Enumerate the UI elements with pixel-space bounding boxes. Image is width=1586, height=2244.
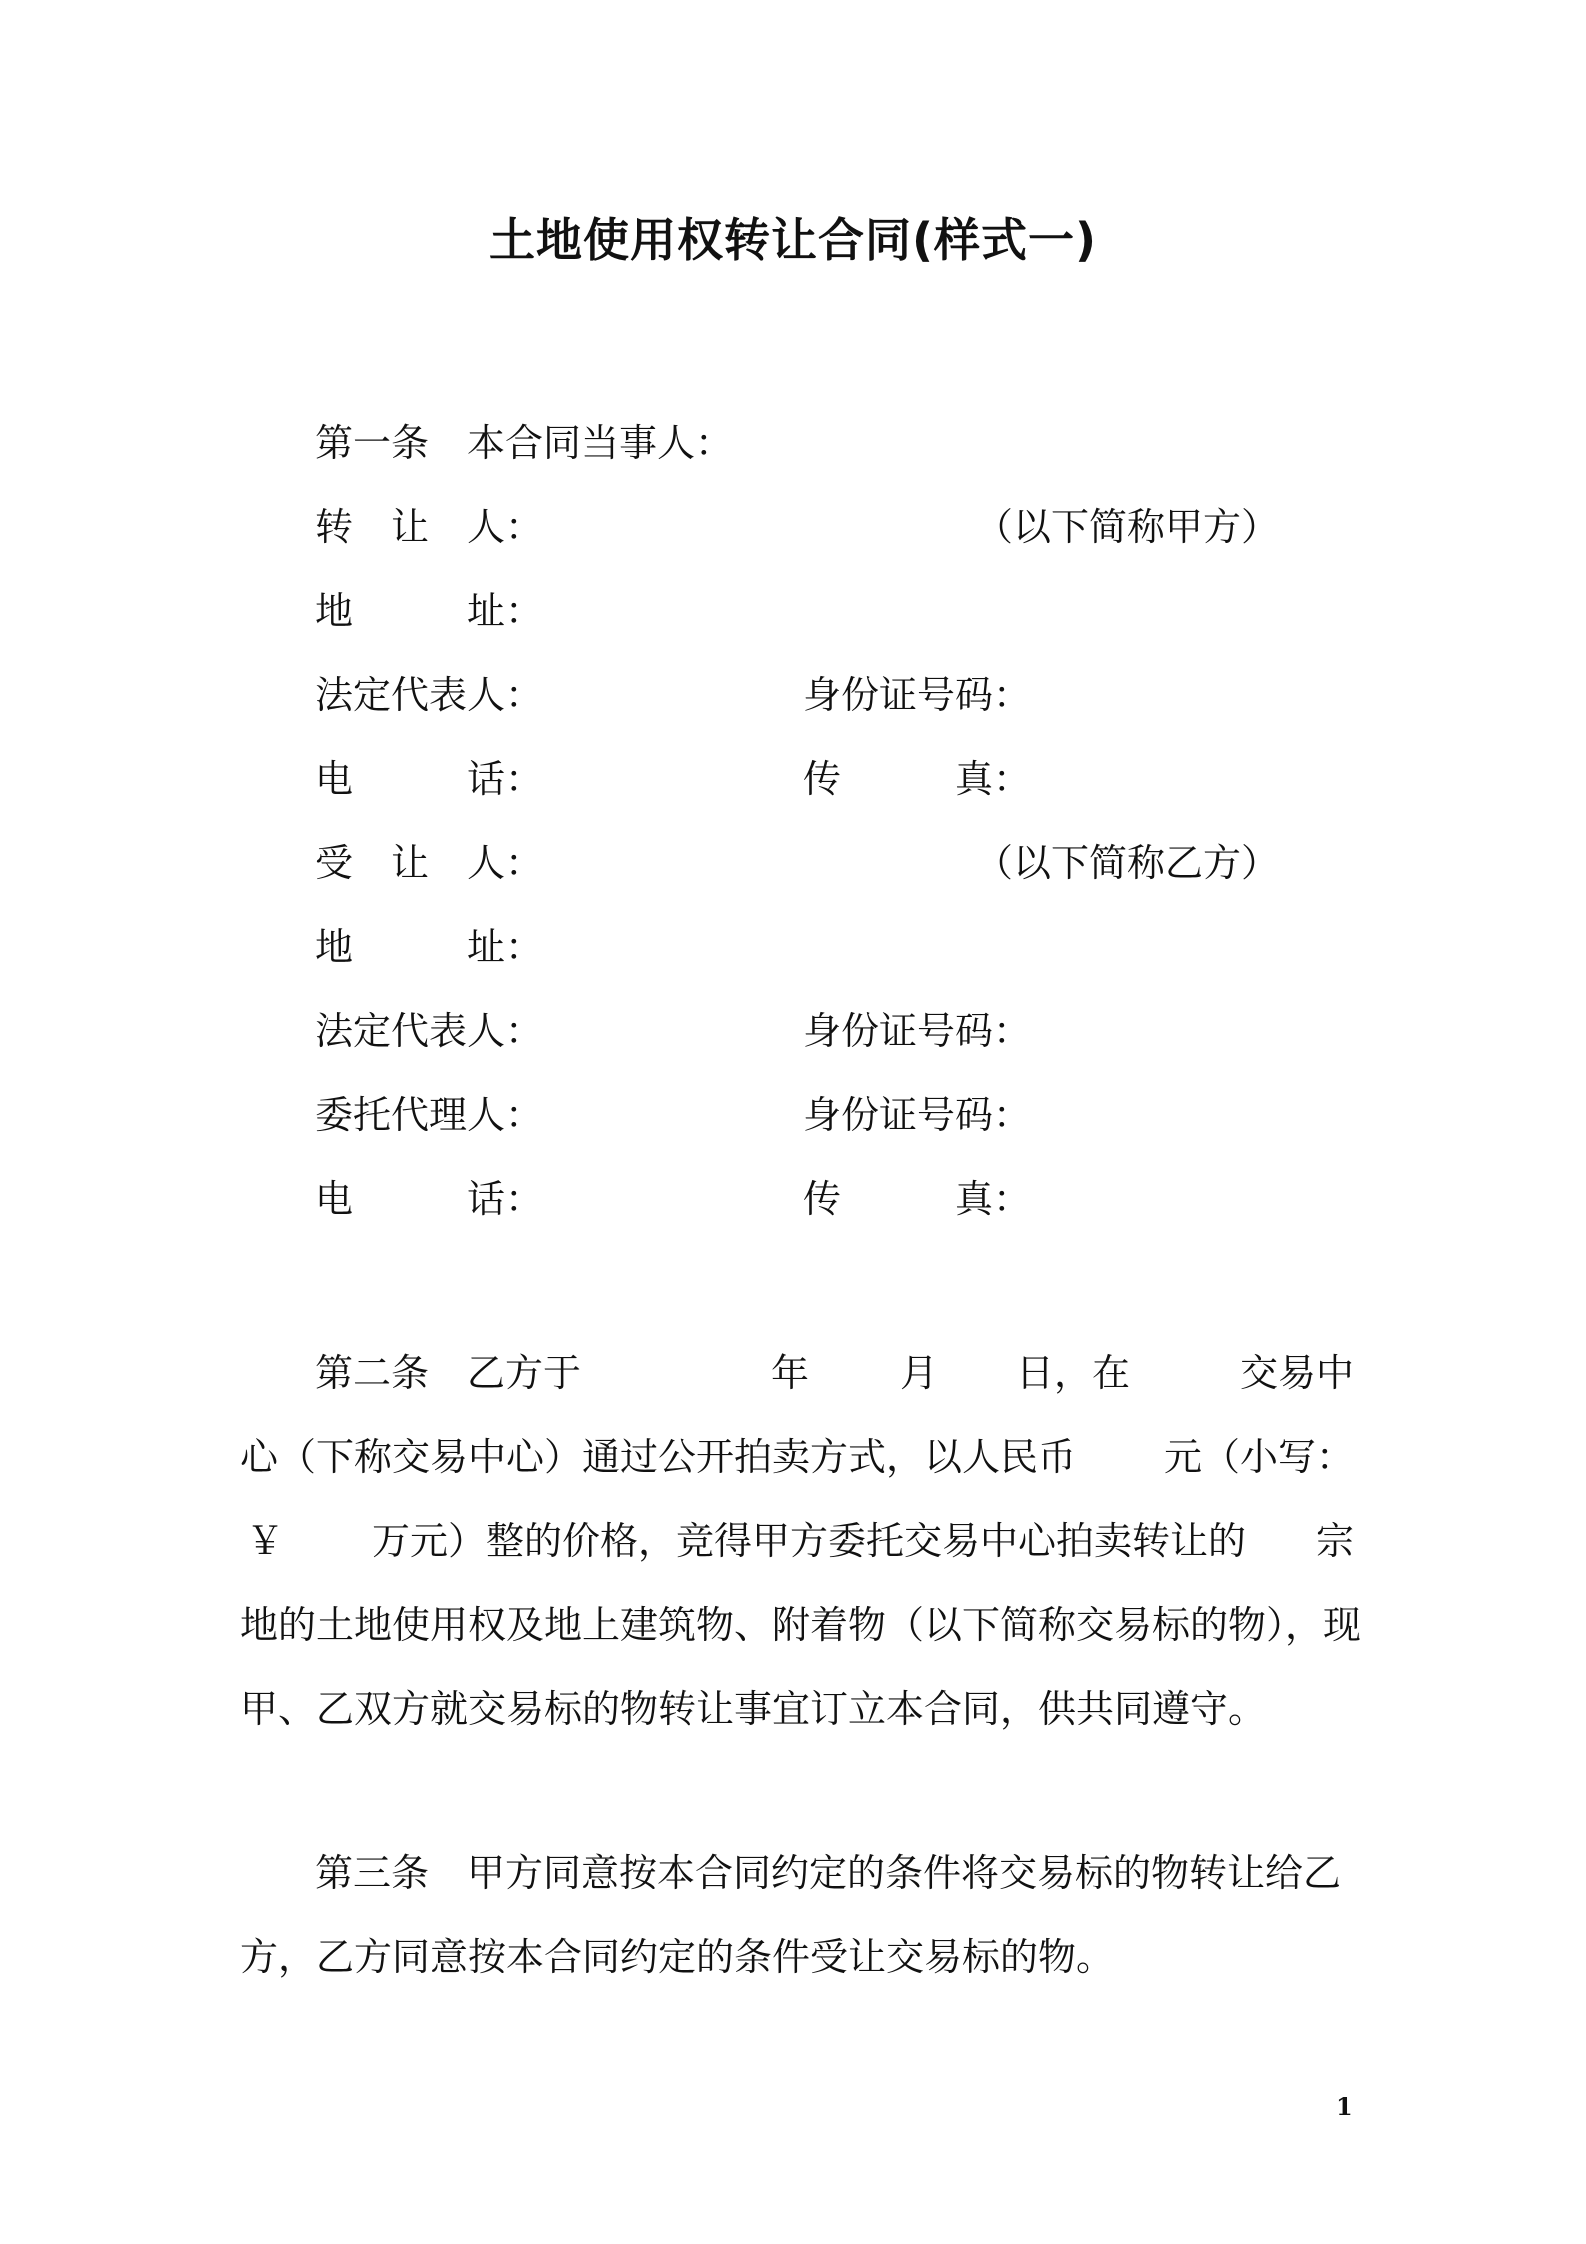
- transferee-address-label: 地 址：: [315, 925, 544, 969]
- article2-line5: 甲、乙双方就交易标的物转让事宜订立本合同，供共同遵守。: [240, 1687, 1267, 1731]
- article2-heading: 第二条: [315, 1351, 430, 1395]
- article2-year: 年: [771, 1351, 810, 1395]
- page-number: 1: [1336, 2092, 1353, 2121]
- article2-line3-b: 万元）整的价格，竞得甲方委托交易中心拍卖转让的: [372, 1519, 1247, 1563]
- article2-yen-sign: ￥: [246, 1519, 285, 1563]
- article2-line2-a: 心（下称交易中心）通过公开拍卖方式，以人民币: [240, 1435, 1077, 1479]
- agent-id-label: 身份证号码：: [803, 1093, 1032, 1137]
- transferor-address-label: 地 址：: [315, 589, 544, 633]
- transferor-phone-label: 电 话：: [315, 757, 544, 801]
- transferee-id-label: 身份证号码：: [803, 1009, 1032, 1053]
- article2-line2-b: 元（小写：: [1164, 1435, 1355, 1479]
- document-title: 土地使用权转让合同(样式一): [488, 213, 1098, 267]
- transferee-label: 受 让 人：: [315, 841, 544, 885]
- article2-text-1: 乙方于: [467, 1351, 582, 1395]
- transferee-legal-rep-label: 法定代表人：: [315, 1009, 544, 1053]
- article2-line3-c: 宗: [1316, 1519, 1355, 1563]
- article3-line1: 第三条 甲方同意按本合同约定的条件将交易标的物转让给乙: [315, 1851, 1342, 1895]
- party-a-note: （以下简称甲方）: [975, 505, 1280, 549]
- article3-line2: 方，乙方同意按本合同约定的条件受让交易标的物。: [240, 1935, 1115, 1979]
- transferor-label: 转 让 人：: [315, 505, 544, 549]
- transferee-fax-label: 传 真：: [803, 1177, 1032, 1221]
- transferor-id-label: 身份证号码：: [803, 673, 1032, 717]
- article2-month: 月: [900, 1351, 939, 1395]
- agent-label: 委托代理人：: [315, 1093, 544, 1137]
- transferor-legal-rep-label: 法定代表人：: [315, 673, 544, 717]
- article1-heading: 第一条: [315, 421, 430, 465]
- article2-day: 日，在: [1016, 1351, 1131, 1395]
- transferor-fax-label: 传 真：: [803, 757, 1032, 801]
- party-b-note: （以下简称乙方）: [975, 841, 1280, 885]
- article1-heading-text: 本合同当事人：: [467, 421, 734, 465]
- article2-line4: 地的土地使用权及地上建筑物、附着物（以下简称交易标的物），现: [240, 1603, 1362, 1647]
- transferee-phone-label: 电 话：: [315, 1177, 544, 1221]
- article2-exchange: 交易中: [1240, 1351, 1355, 1395]
